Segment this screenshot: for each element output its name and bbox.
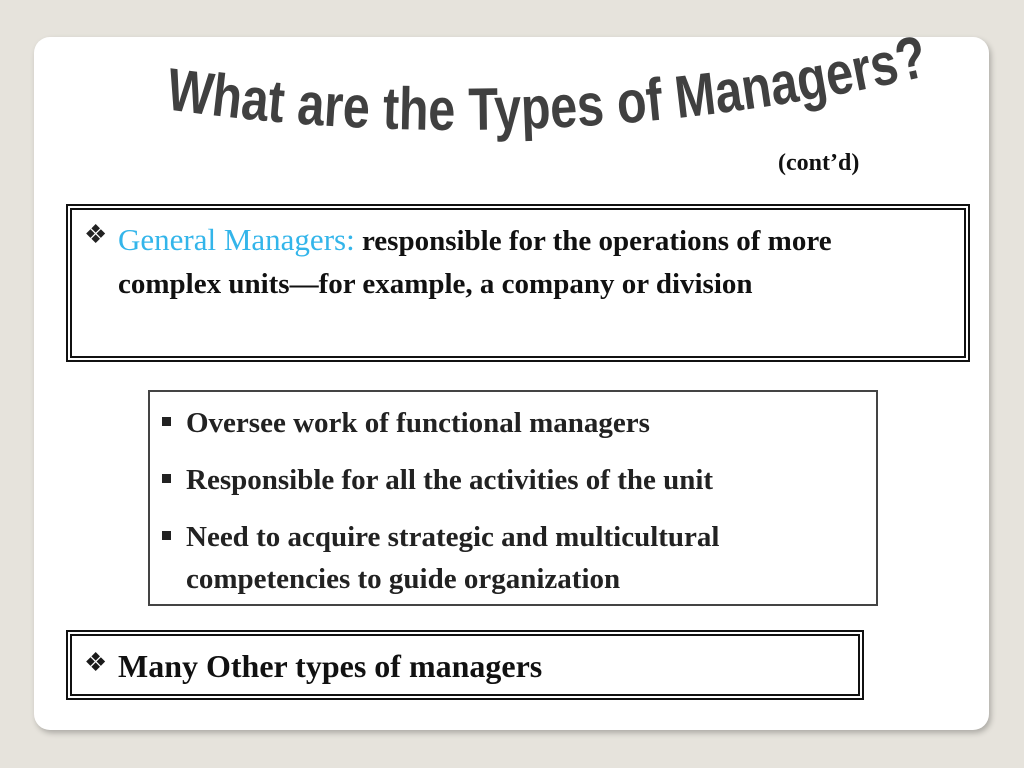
list-item-text: Oversee work of functional managers	[186, 407, 650, 439]
diamond-bullet-icon: ❖	[84, 648, 108, 677]
general-managers-box	[66, 204, 970, 362]
square-bullet-icon	[162, 474, 171, 483]
title-text: What are the Types of Managers?	[163, 21, 940, 143]
other-managers-text: Many Other types of managers	[118, 648, 543, 684]
other-managers-box	[66, 630, 864, 700]
list-item	[162, 402, 862, 444]
subtitle: (cont’d)	[778, 150, 860, 176]
general-managers-description: responsible for the operations of more complex units—for example, a company or division	[118, 225, 832, 300]
list-item	[162, 459, 862, 501]
list-item-text: Responsible for all the activities of the unit	[186, 464, 714, 496]
list-item	[162, 516, 862, 600]
diamond-bullet-icon: ❖	[84, 220, 108, 249]
list-item-text: Need to acquire strategic and multicultural competencies to guide organization	[186, 521, 720, 595]
details-list	[162, 402, 862, 615]
general-managers-text	[118, 218, 938, 306]
square-bullet-icon	[162, 531, 171, 540]
general-managers-heading: General Managers:	[118, 222, 355, 257]
square-bullet-icon	[162, 417, 171, 426]
details-box	[148, 390, 878, 606]
